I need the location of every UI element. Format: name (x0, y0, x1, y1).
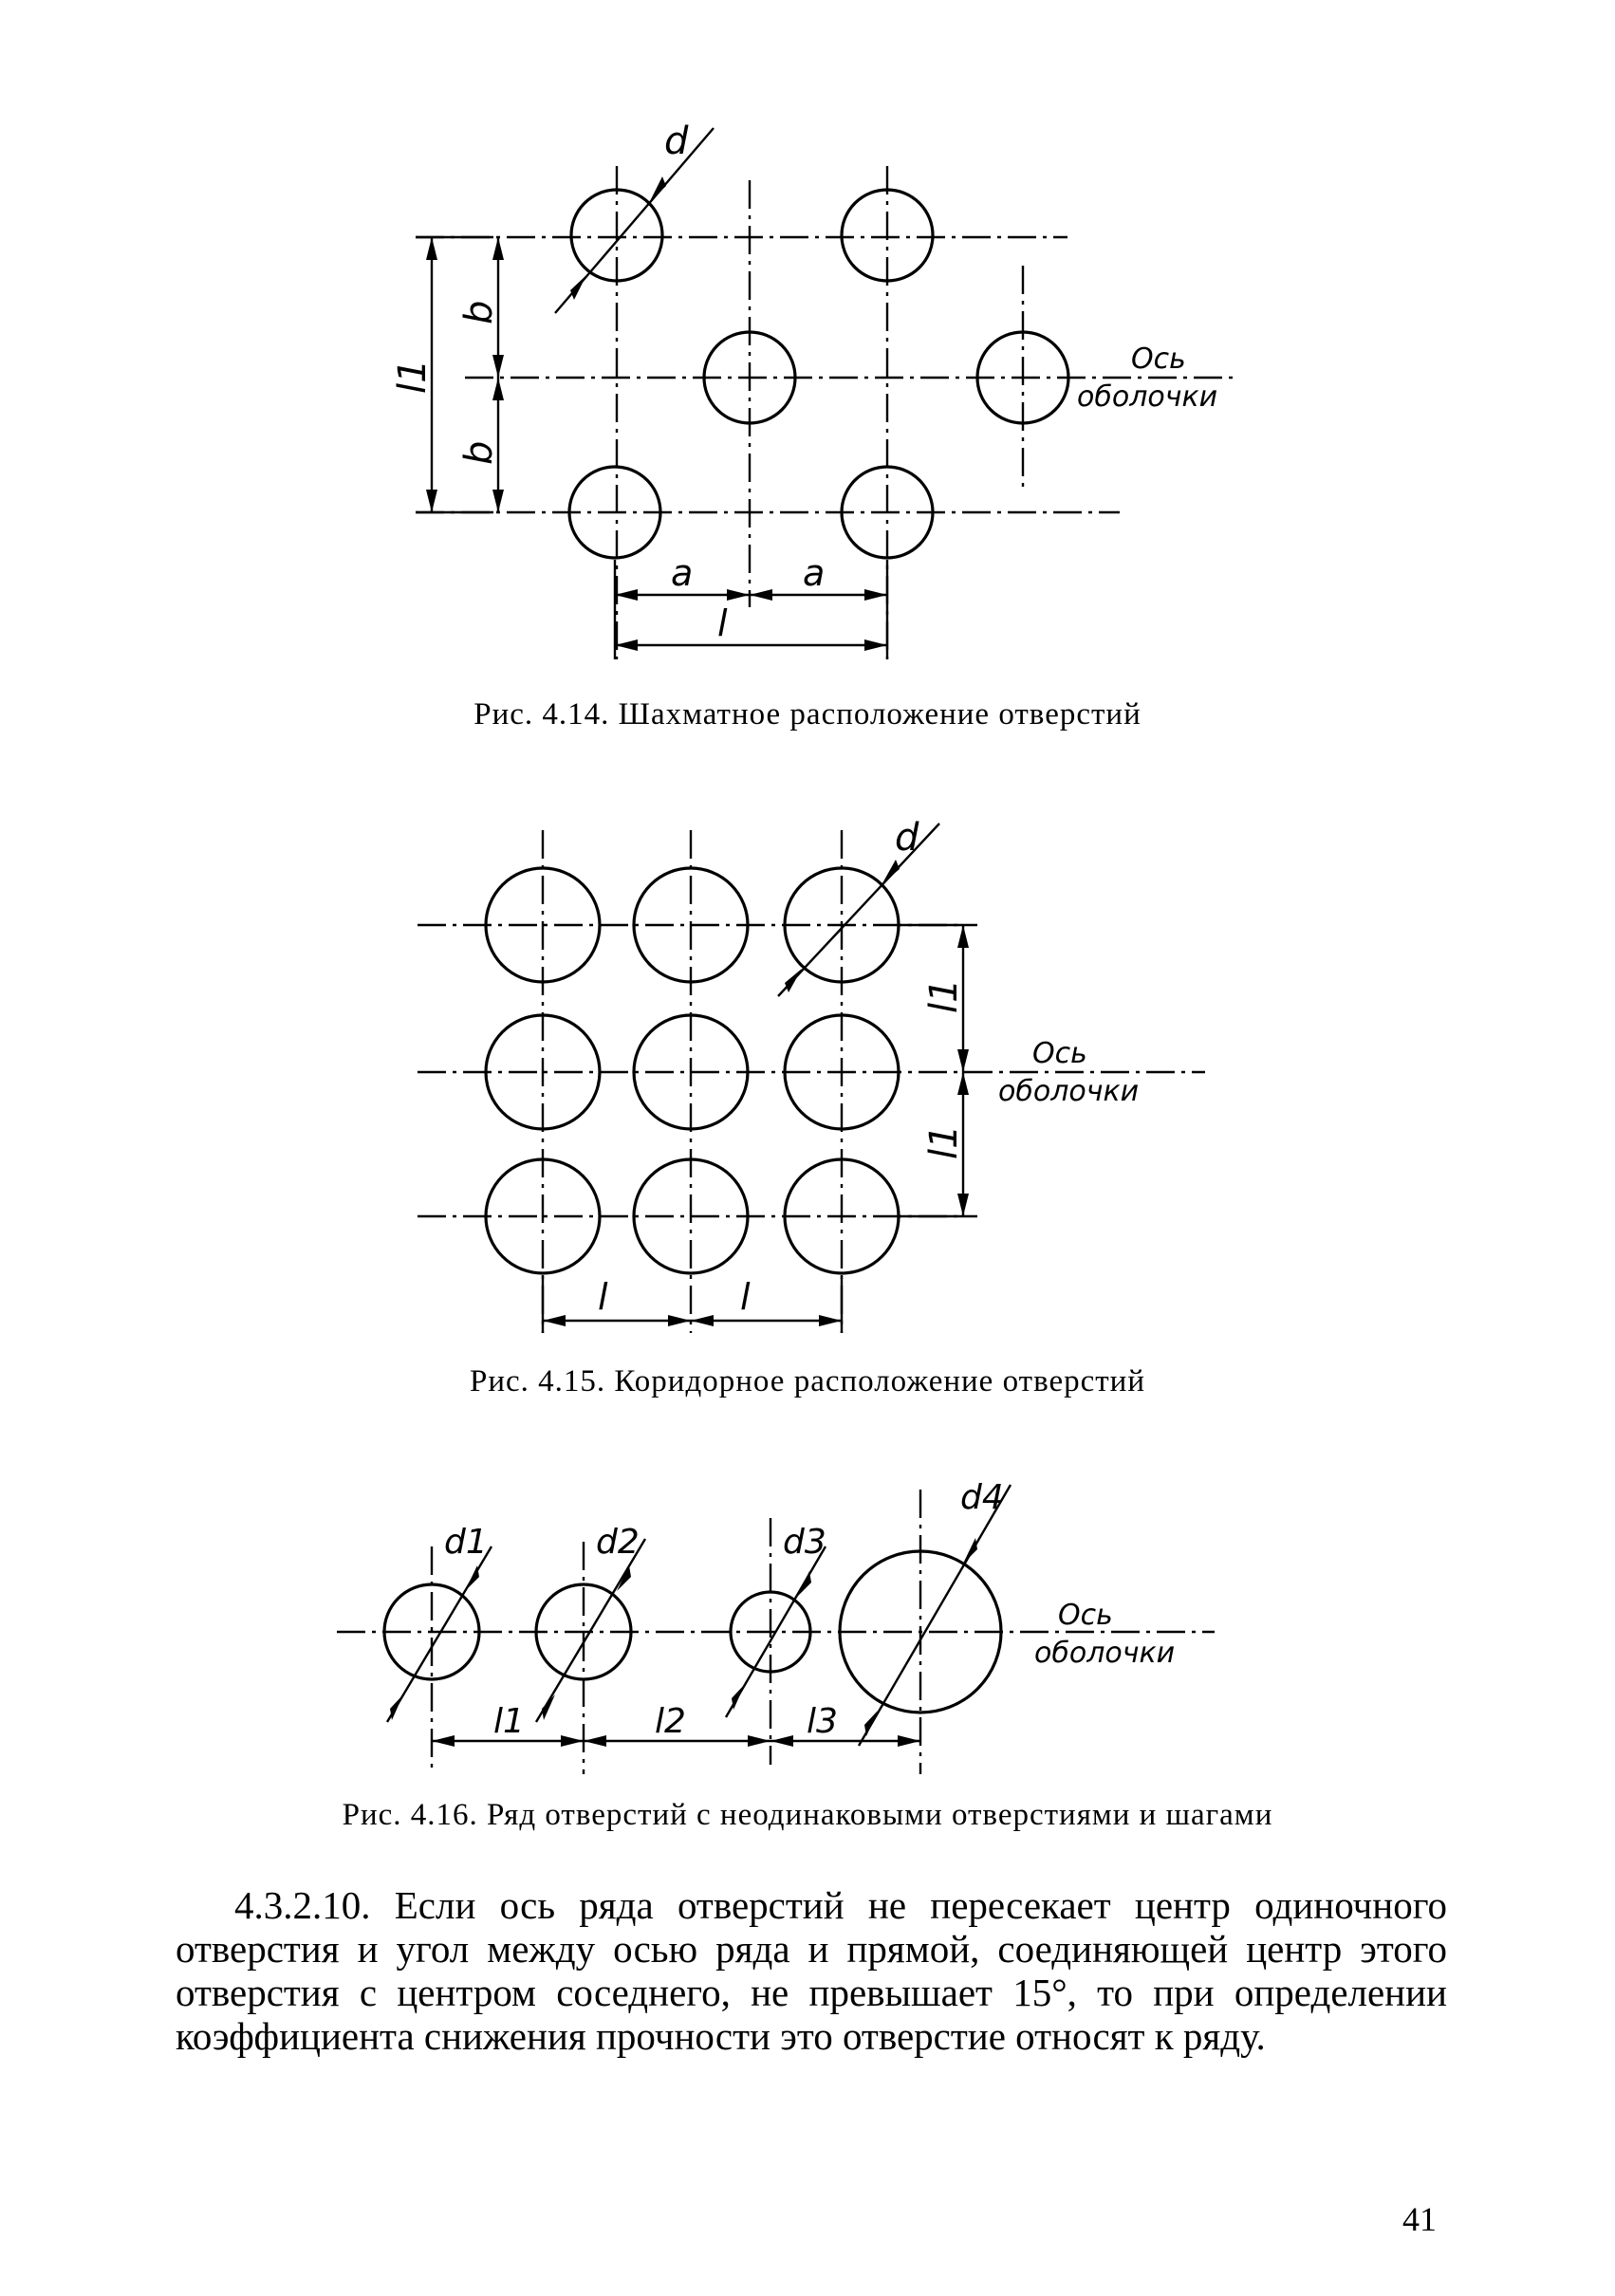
diameter-leader-d4 (859, 1485, 1011, 1746)
label-shell-axis-1: Ось (1058, 1599, 1113, 1632)
caption-figure-4-15: Рис. 4.15. Коридорное расположение отверстий (470, 1364, 1145, 1398)
arrow (797, 1571, 811, 1597)
label-d4: d4 (960, 1478, 1004, 1517)
label-d3: d3 (783, 1523, 826, 1562)
arrow (748, 1735, 770, 1747)
label-d: d (895, 816, 919, 860)
label-l-left: l (598, 1276, 608, 1318)
arrow (432, 1735, 455, 1747)
label-l1-bottom: l1 (922, 1124, 966, 1159)
arrow (898, 1735, 920, 1747)
label-l1: l1 (391, 359, 435, 394)
label-b-top: b (457, 300, 501, 324)
arrow (542, 1694, 555, 1720)
label-d1: d1 (444, 1523, 488, 1562)
paragraph-4-3-2-10 (176, 1883, 1447, 2058)
label-d: d (664, 120, 689, 163)
paragraph-text: 4.3.2.10. Если ось ряда отверстий не пересекает центр одиночного отверстия и угол между осью ряда и прямой, соединяющей центр этого отверстия с центром соседнего, не превышает 15°, то при определении коэффициента снижения прочности это отверстие относят к ряду. (176, 1883, 1447, 2058)
label-shell-axis-2: оболочки (1034, 1637, 1176, 1670)
label-l-right: l (740, 1276, 751, 1318)
caption-figure-4-14: Рис. 4.14. Шахматное расположение отверстий (473, 697, 1142, 731)
page-number: 41 (1402, 2200, 1437, 2238)
arrow (465, 1565, 479, 1591)
label-shell-axis-2: оболочки (998, 1075, 1140, 1108)
label-l1: l1 (493, 1702, 525, 1741)
label-l: l (717, 602, 728, 644)
label-shell-axis-1: Ось (1131, 343, 1186, 376)
arrow (390, 1694, 403, 1720)
label-l2: l2 (655, 1702, 686, 1741)
arrow (864, 1711, 878, 1736)
label-a-left: a (671, 552, 694, 594)
caption-figure-4-16: Рис. 4.16. Ряд отверстий с неодинаковыми отверстиями и шагами (342, 1798, 1273, 1832)
label-l1-top: l1 (922, 978, 966, 1013)
arrow (617, 1565, 631, 1591)
label-a-right: a (803, 552, 826, 594)
arrow (963, 1538, 977, 1564)
label-d2: d2 (596, 1523, 640, 1562)
label-b-bottom: b (457, 440, 501, 465)
arrow (584, 1735, 606, 1747)
arrow (770, 1735, 793, 1747)
label-l3: l3 (807, 1702, 838, 1741)
arrow (561, 1735, 584, 1747)
label-shell-axis-2: оболочки (1077, 380, 1218, 414)
label-shell-axis-1: Ось (1032, 1037, 1087, 1070)
arrow (732, 1684, 745, 1710)
